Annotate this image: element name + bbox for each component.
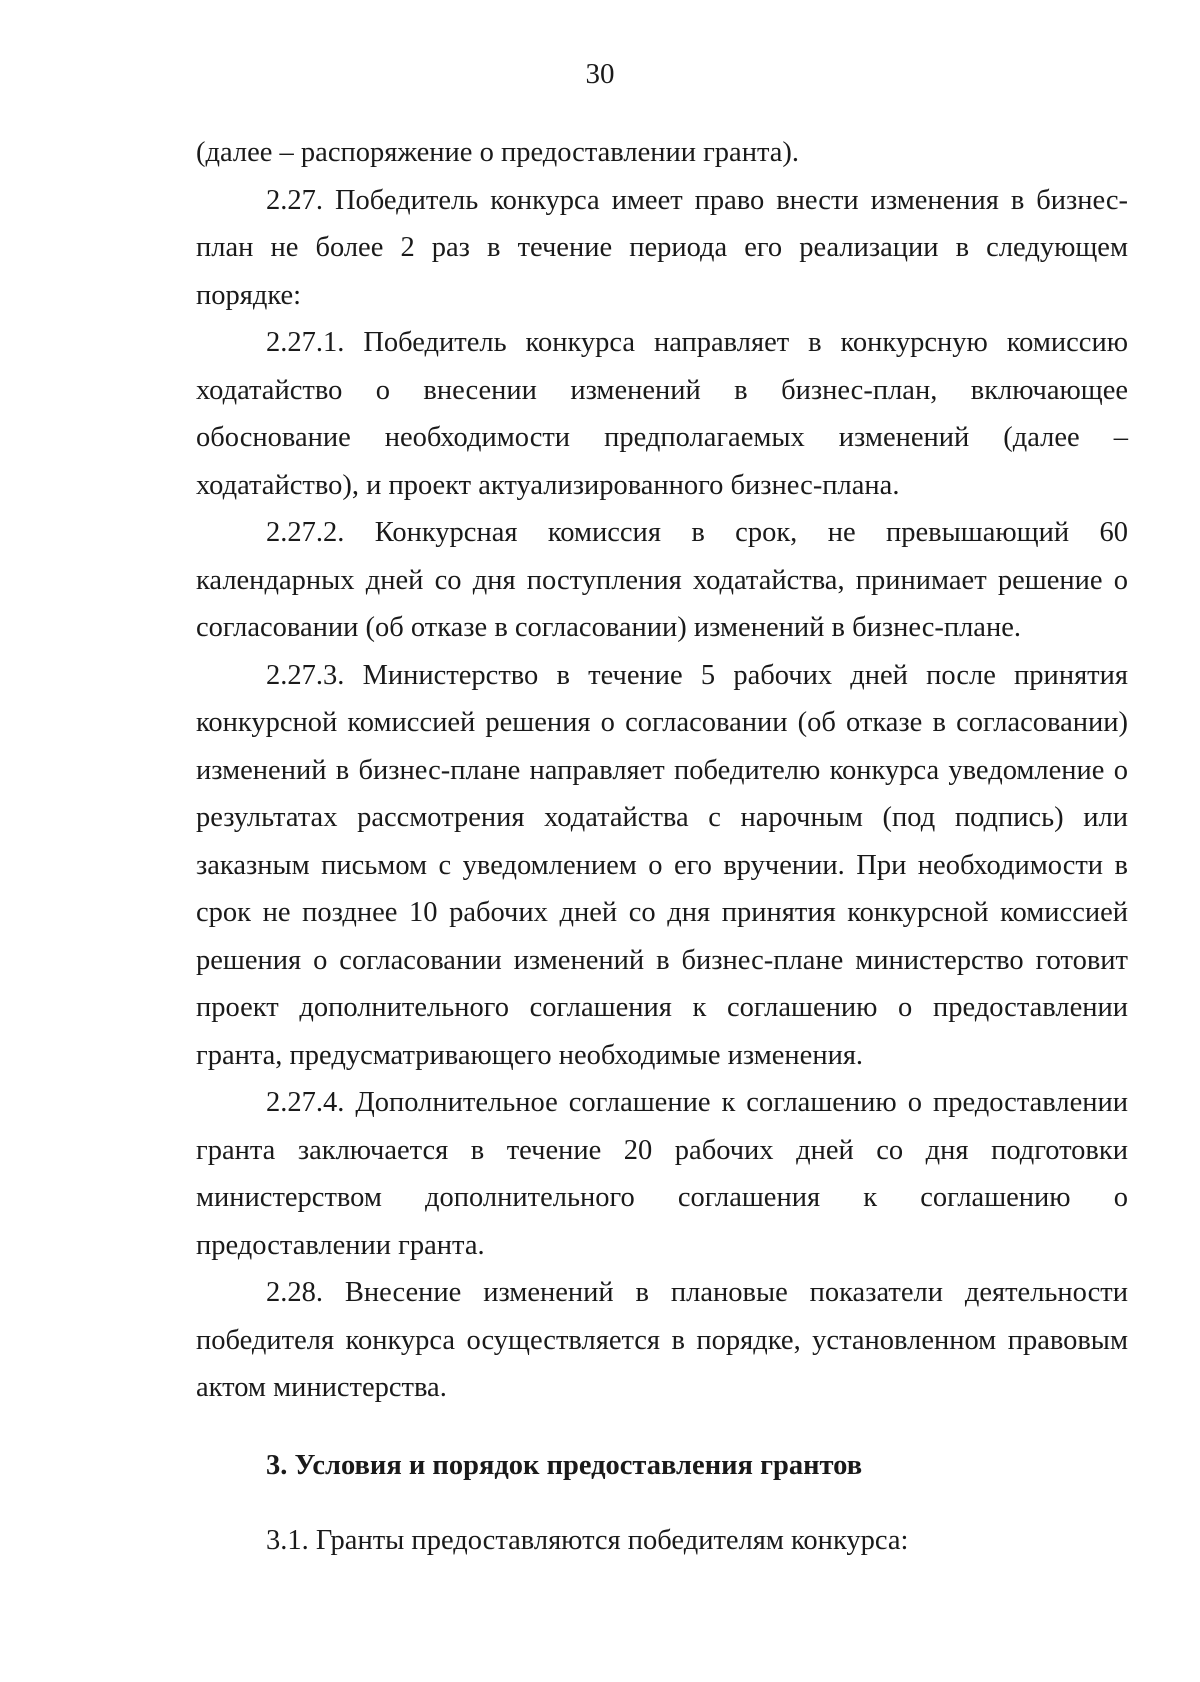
- paragraph-3-1: 3.1. Гранты предоставляются победителям конкурса:: [266, 1525, 909, 1556]
- document-body: [196, 129, 1128, 1565]
- paragraph-2-27-4: 2.27.4. Дополнительное соглашение к соглашению о предоставлении гранта заключается в течение 20 рабочих дней со дня подготовки министерством дополнительного соглашения к соглашению о: [196, 1087, 1128, 1213]
- paragraph-2-27-1: 2.27.1. Победитель конкурса направляет в конкурсную комиссию ходатайство о внесении изменений в бизнес-план, включающее обоснование необходимости предполагаемых изменений (далее – ходатайство), и проект актуализированного бизнес-плана.: [196, 327, 1128, 501]
- paragraph-continuation: (далее – распоряжение о предоставлении гранта).: [196, 137, 800, 168]
- paragraph-2-27-4-end: предоставлении гранта.: [196, 1229, 485, 1261]
- paragraph-2-27-2: 2.27.2. Конкурсная комиссия в срок, не превышающий 60 календарных дней со дня поступления ходатайства, принимает решение о согласовании (об отказе в согласовании) изменений в бизнес-плане.: [196, 517, 1128, 643]
- paragraph-2-28: 2.28. Внесение изменений в плановые показатели деятельности победителя конкурса осуществляется в порядке, установленном правовым актом министерства.: [196, 1277, 1128, 1403]
- paragraph-2-27: 2.27. Победитель конкурса имеет право внести изменения в бизнес-план не более 2 раз в течение периода его реализации в следующем порядке:: [196, 184, 1128, 311]
- paragraph-2-27-3: 2.27.3. Министерство в течение 5 рабочих дней после принятия конкурсной комиссией решения о согласовании (об отказе в согласовании) изменений в бизнес-плане направляет победителю конкурса уведомление о результатах рассмотрения ходатайства с нарочным (под подпись) или заказным письмом с уведомлением о его вручении. При необходимости в срок не позднее 10 рабочих дней со дня принятия конкурсной комиссией решения о согласовании изменений в бизнес-плане министерство готовит проект дополнительного соглашения к соглашению о предоставлении гранта, предусматривающего необходимые изменения.: [196, 659, 1128, 1071]
- section-heading: 3. Условия и порядок предоставления грантов: [266, 1449, 863, 1481]
- page-number: 30: [585, 58, 615, 90]
